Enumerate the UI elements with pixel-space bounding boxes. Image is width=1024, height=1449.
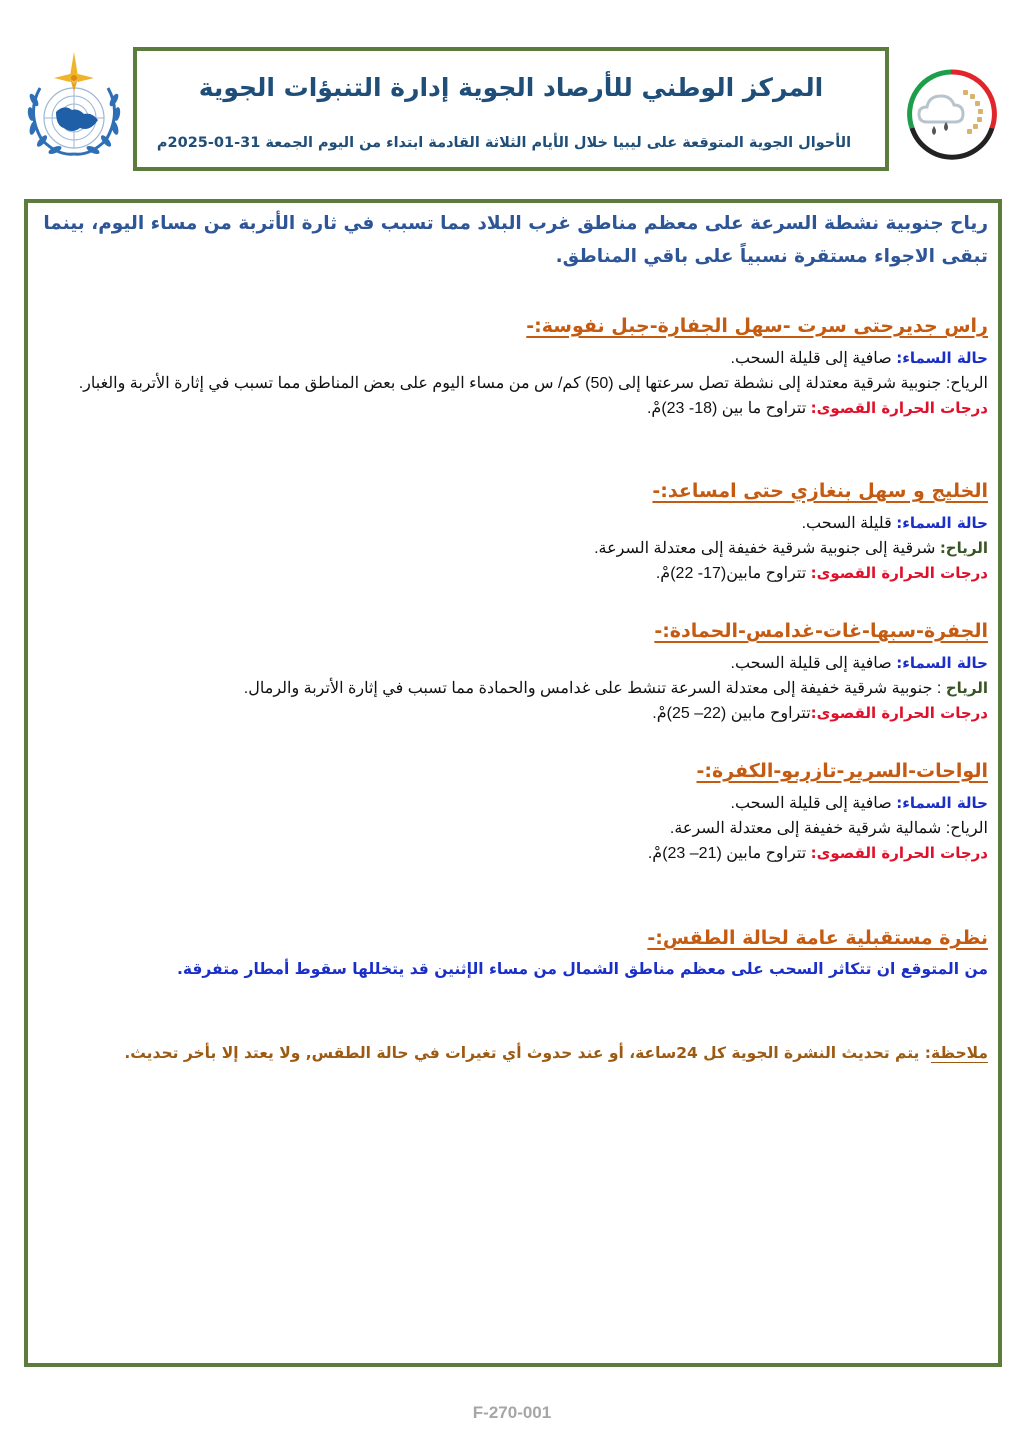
sky-condition-row xyxy=(40,651,988,676)
region-heading: الجفرة-سبها-غات-غدامس-الحمادة:- xyxy=(654,620,988,642)
region-heading: الواحات-السرير-تازربو-الكفرة:- xyxy=(696,760,988,782)
temperature-value: تتراوح مابين (21– 23)مْ. xyxy=(647,845,811,862)
sky-value: قليلة السحب. xyxy=(801,515,897,532)
sky-value: صافية إلى قليلة السحب. xyxy=(730,795,897,812)
sky-value: صافية إلى قليلة السحب. xyxy=(730,655,897,672)
wind-label: الرياح: xyxy=(945,375,988,392)
wind-row xyxy=(40,536,988,561)
temperature-value: تتراوح مابين(17- 22)مْ. xyxy=(655,565,811,582)
temperature-value: تتراوح مابين (22– 25)مْ. xyxy=(652,705,811,722)
region-heading: الخليج و سهل بنغازي حتى امساعد:- xyxy=(652,480,988,502)
temperature-label: درجات الحرارة القصوى: xyxy=(810,704,988,722)
max-temperature-row xyxy=(40,561,988,586)
sky-value: صافية إلى قليلة السحب. xyxy=(730,350,897,367)
wind-row xyxy=(40,371,988,396)
organization-title: المركز الوطني للأرصاد الجوية إدارة التنبؤات الجوية xyxy=(198,73,824,102)
temperature-label: درجات الحرارة القصوى: xyxy=(810,844,988,862)
region-section-west xyxy=(40,310,988,421)
region-section-benghazi xyxy=(40,475,988,586)
general-outlook xyxy=(40,922,988,984)
region-section-south-east xyxy=(40,755,988,866)
temperature-value: تتراوح ما بين (18- 23)مْ. xyxy=(646,400,811,417)
forecast-subtitle: الأحوال الجوية المتوقعة على ليبيا خلال الأيام الثلاثة القادمة ابتداء من اليوم الجمعة 31-01-2025م xyxy=(156,135,852,151)
outlook-text: من المتوقع ان تتكاثر السحب على معظم مناطق الشمال من مساء الإثنين قد يتخللها سقوط أمطار متفرقة. xyxy=(176,960,988,978)
temperature-label: درجات الحرارة القصوى: xyxy=(810,399,988,417)
sky-label: حالة السماء: xyxy=(896,514,988,532)
sky-label: حالة السماء: xyxy=(896,654,988,672)
weather-cloud-sun-logo-icon xyxy=(903,66,999,162)
wind-value: شمالية شرقية خفيفة إلى معتدلة السرعة. xyxy=(669,820,946,837)
wind-row xyxy=(40,676,988,701)
sky-condition-row xyxy=(40,346,988,371)
temperature-label: درجات الحرارة القصوى: xyxy=(810,564,988,582)
max-temperature-row xyxy=(40,396,988,421)
wind-value: : جنوبية شرقية خفيفة إلى معتدلة السرعة تنشط على غدامس والحمادة مما تسبب في إثارة الأتربة والرمال. xyxy=(243,680,946,697)
outlook-heading: نظرة مستقبلية عامة لحالة الطقس:- xyxy=(647,927,988,949)
header-banner xyxy=(133,47,889,171)
sky-label: حالة السماء: xyxy=(896,349,988,367)
wind-value: شرقية إلى جنوبية شرقية خفيفة إلى معتدلة السرعة. xyxy=(594,540,940,557)
note-text-row xyxy=(40,1038,988,1068)
wind-label: الرياح: xyxy=(939,539,988,557)
max-temperature-row xyxy=(40,701,988,726)
form-code: F-270-001 xyxy=(472,1403,552,1422)
sky-condition-row xyxy=(40,511,988,536)
wind-value: جنوبية شرقية معتدلة إلى نشطة تصل سرعتها إلى (50) كم/ س من مساء اليوم على بعض المناطق مما تسبب في إثارة الأتربة والغبار. xyxy=(78,375,946,392)
note-text: : يتم تحديث النشرة الجوية كل 24ساعة، أو عند حدوث أي تغيرات في حالة الطقس, ولا يعتد إلا بأخر تحديث. xyxy=(124,1044,931,1062)
max-temperature-row xyxy=(40,841,988,866)
wmo-emblem-icon xyxy=(20,48,128,160)
region-heading: راس جديرحتى سرت -سهل الجفارة-جبل نفوسة:- xyxy=(526,315,988,337)
general-summary: رياح جنوبية نشطة السرعة على معظم مناطق غرب البلاد مما تسبب في ثارة الأتربة من مساء اليوم، بينما تبقى الاجواء مستقرة نسبياً على باقي المناطق. xyxy=(43,213,988,267)
wind-row xyxy=(40,816,988,841)
note-label: ملاحظة xyxy=(930,1044,988,1062)
sky-label: حالة السماء: xyxy=(896,794,988,812)
update-note xyxy=(40,1038,988,1068)
wind-label: الرياح xyxy=(945,679,988,697)
region-section-south-west xyxy=(40,615,988,726)
wind-label: الرياح: xyxy=(945,820,988,837)
sky-condition-row xyxy=(40,791,988,816)
